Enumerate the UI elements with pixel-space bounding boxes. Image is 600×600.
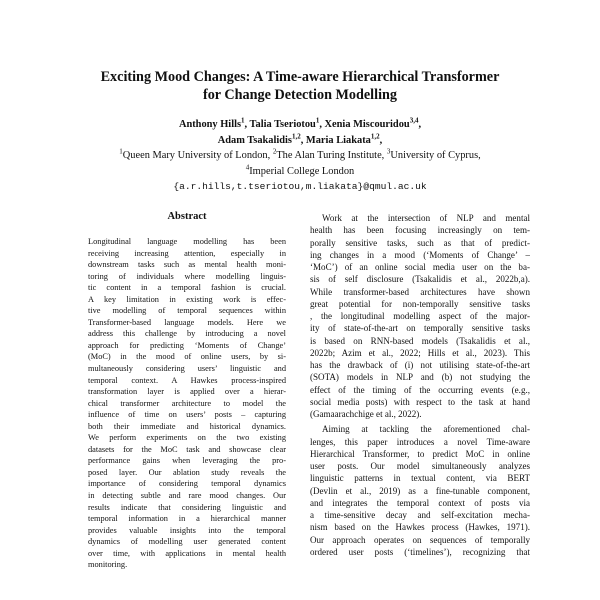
text-line: temporal information in a hierarchical manner (88, 514, 286, 524)
text-line: temporal context. A Hawkes process-inspired (88, 375, 286, 385)
affiliation: Imperial College London (249, 165, 355, 177)
affiliations-line-2 (60, 164, 540, 180)
text-line: importance of considering temporal dynamics (88, 479, 286, 489)
text-line: tive modelling of temporal sequences within (88, 306, 286, 316)
text-line: downstream tasks such as mental health moni- (88, 260, 286, 270)
text-line: in detecting subtle and rare mood changes. Our (88, 491, 286, 501)
affiliation-marker: 1,2 (370, 132, 380, 141)
affiliation-marker: 1 (241, 116, 245, 125)
abstract-text (88, 236, 286, 571)
text-line: receiving increasing attention, especially in (88, 248, 286, 258)
affiliation: Queen Mary University of London, (122, 150, 273, 161)
text-line: address this challenge by introducing a novel (88, 329, 286, 339)
text-line: Our approach operates on sequences of temporally (310, 534, 530, 545)
author-name: , Talia Tseriotou (244, 119, 316, 130)
text-line: linguistic patterns in textual content, via BERT (310, 473, 530, 484)
title-line-2: for Change Detection Modelling (202, 87, 397, 103)
author-names-line-1 (60, 117, 540, 133)
text-line: monitoring. (88, 560, 128, 570)
text-line: health has been focusing increasingly on tem- (310, 225, 530, 236)
text-line: has the drawback of (i) not utilising state-of-the-art (310, 360, 530, 370)
right-column (310, 212, 530, 558)
affiliation-marker: 1 (315, 116, 320, 125)
text-line: ‘MoC’) of an online social media user on the ba- (310, 262, 530, 272)
text-line: Aiming at tackling the aforementioned chal- (322, 424, 530, 435)
author-names-line-2 (60, 133, 540, 149)
text-line: 2022b; Azim et al., 2022; Hills et al., 2023). This (310, 347, 530, 358)
text-line: transformation layer is applied over a hierar- (88, 387, 286, 397)
text-line: tic content in a temporal fashion is crucial. (88, 283, 286, 293)
author-email[interactable]: {a.r.hills,t.tseriotou,m.liakata}@qmul.ac.uk (173, 181, 427, 192)
text-line: posed layer. Our ablation study reveals the (88, 467, 286, 477)
text-line: ordered user posts (‘timelines’), recognizing that (310, 546, 530, 557)
text-line: ity of state-of-the-art on temporally sensitive tasks (310, 323, 530, 334)
text-line: chical transformer architecture to model the (88, 398, 286, 408)
text-line: Longitudinal language modelling has been (88, 237, 286, 246)
abstract-heading: Abstract (167, 211, 207, 222)
text-line: Transformer-based language models. Here we (88, 317, 286, 327)
text-line: , the longitudinal modelling aspect of the major- (310, 311, 530, 321)
text-line: We perform experiments on the two existing (88, 433, 286, 443)
text-line: Work at the intersection of NLP and mental (322, 213, 530, 223)
text-line: is based on RNN-based models (Tsakalidis et al., (310, 335, 530, 346)
text-line: A key limitation in existing work is effec- (88, 294, 286, 304)
paper-title (60, 68, 540, 104)
introduction-paragraph-1 (310, 212, 530, 420)
text-line: nism based on the Hawkes process (Hawkes, 1971). (310, 522, 530, 533)
author-name: , Xenia Miscouridou (319, 119, 410, 130)
text-line: a time-sensitive decay and self-excitation mecha- (310, 510, 530, 520)
affiliation-marker: 3,4 (409, 116, 419, 125)
introduction-paragraph-2 (310, 423, 530, 558)
affiliation-marker: 4 (245, 163, 250, 172)
text-line: datasets for the MoC task and showcase clear (88, 444, 286, 454)
author-separator: , (379, 134, 383, 146)
text-line: results indicate that considering linguistic and (88, 502, 286, 512)
author-name: Adam Tsakalidis (217, 134, 292, 146)
author-name: Anthony Hills (178, 119, 242, 130)
text-line: social media posts) with respect to the task at hand (310, 396, 530, 407)
text-line: influence of time on users’ posts – capturing (88, 410, 286, 420)
affiliation-marker: 2 (272, 147, 277, 156)
text-line: lenges, this paper introduces a novel Time-aware (310, 436, 530, 447)
text-line: (MoC) in the mood of online users, by si- (88, 352, 286, 362)
text-line: toring of individuals where modelling linguis- (88, 271, 286, 281)
text-line: and integrates the temporal context of posts via (310, 497, 530, 508)
text-line: multaneously considering users’ linguistic and (88, 364, 286, 374)
affiliation: University of Cyprus, (390, 150, 481, 161)
text-line: dynamics of modelling user generated content (88, 537, 286, 547)
title-line-1: Exciting Mood Changes: A Time-aware Hierarchical Transformer (100, 69, 500, 85)
text-line: (Devlin et al., 2019) as a fine-tunable component, (310, 485, 530, 496)
text-line: over time, with applications in mental health (88, 548, 286, 558)
author-name: , Maria Liakata (300, 134, 371, 146)
text-line: great potential for non-temporally sensitive tasks (310, 298, 530, 309)
text-line: ing changes in a mood (‘Moments of Change’ – (310, 249, 530, 260)
left-column (88, 210, 286, 571)
affiliation: The Alan Turing Institute, (276, 150, 387, 161)
affiliations-line-1 (60, 148, 540, 164)
text-line: provides valuable insights into the temporal (88, 525, 286, 535)
author-block (60, 117, 540, 195)
author-separator: , (418, 119, 422, 130)
affiliation-marker: 3 (386, 147, 391, 156)
text-line: approach for predicting ‘Moments of Change’ (88, 340, 286, 350)
text-line: sis of self disclosure (Tsakalidis et al., 2022b,a). (310, 274, 530, 285)
text-line: porally sensitive tasks, such as that of predict- (310, 237, 530, 248)
affiliation-marker: 1 (119, 147, 123, 156)
text-line: (SOTA) models in NLP and (b) not studying the (310, 372, 530, 383)
text-line: performance gains when leveraging the pro- (88, 456, 286, 466)
affiliation-marker: 1,2 (291, 132, 301, 141)
text-line: both their immediate and historical dynamics. (88, 421, 286, 431)
text-line: user posts. Our model simultaneously analyzes (310, 461, 530, 471)
text-line: effect of the timing of the occurring events (e.g., (310, 384, 530, 395)
text-line: While transformer-based architectures have shown (310, 286, 530, 297)
text-line: Hierarchical Transformer, to predict MoC in online (310, 448, 530, 459)
text-line: (Gamaarachchige et al., 2022). (310, 409, 422, 419)
